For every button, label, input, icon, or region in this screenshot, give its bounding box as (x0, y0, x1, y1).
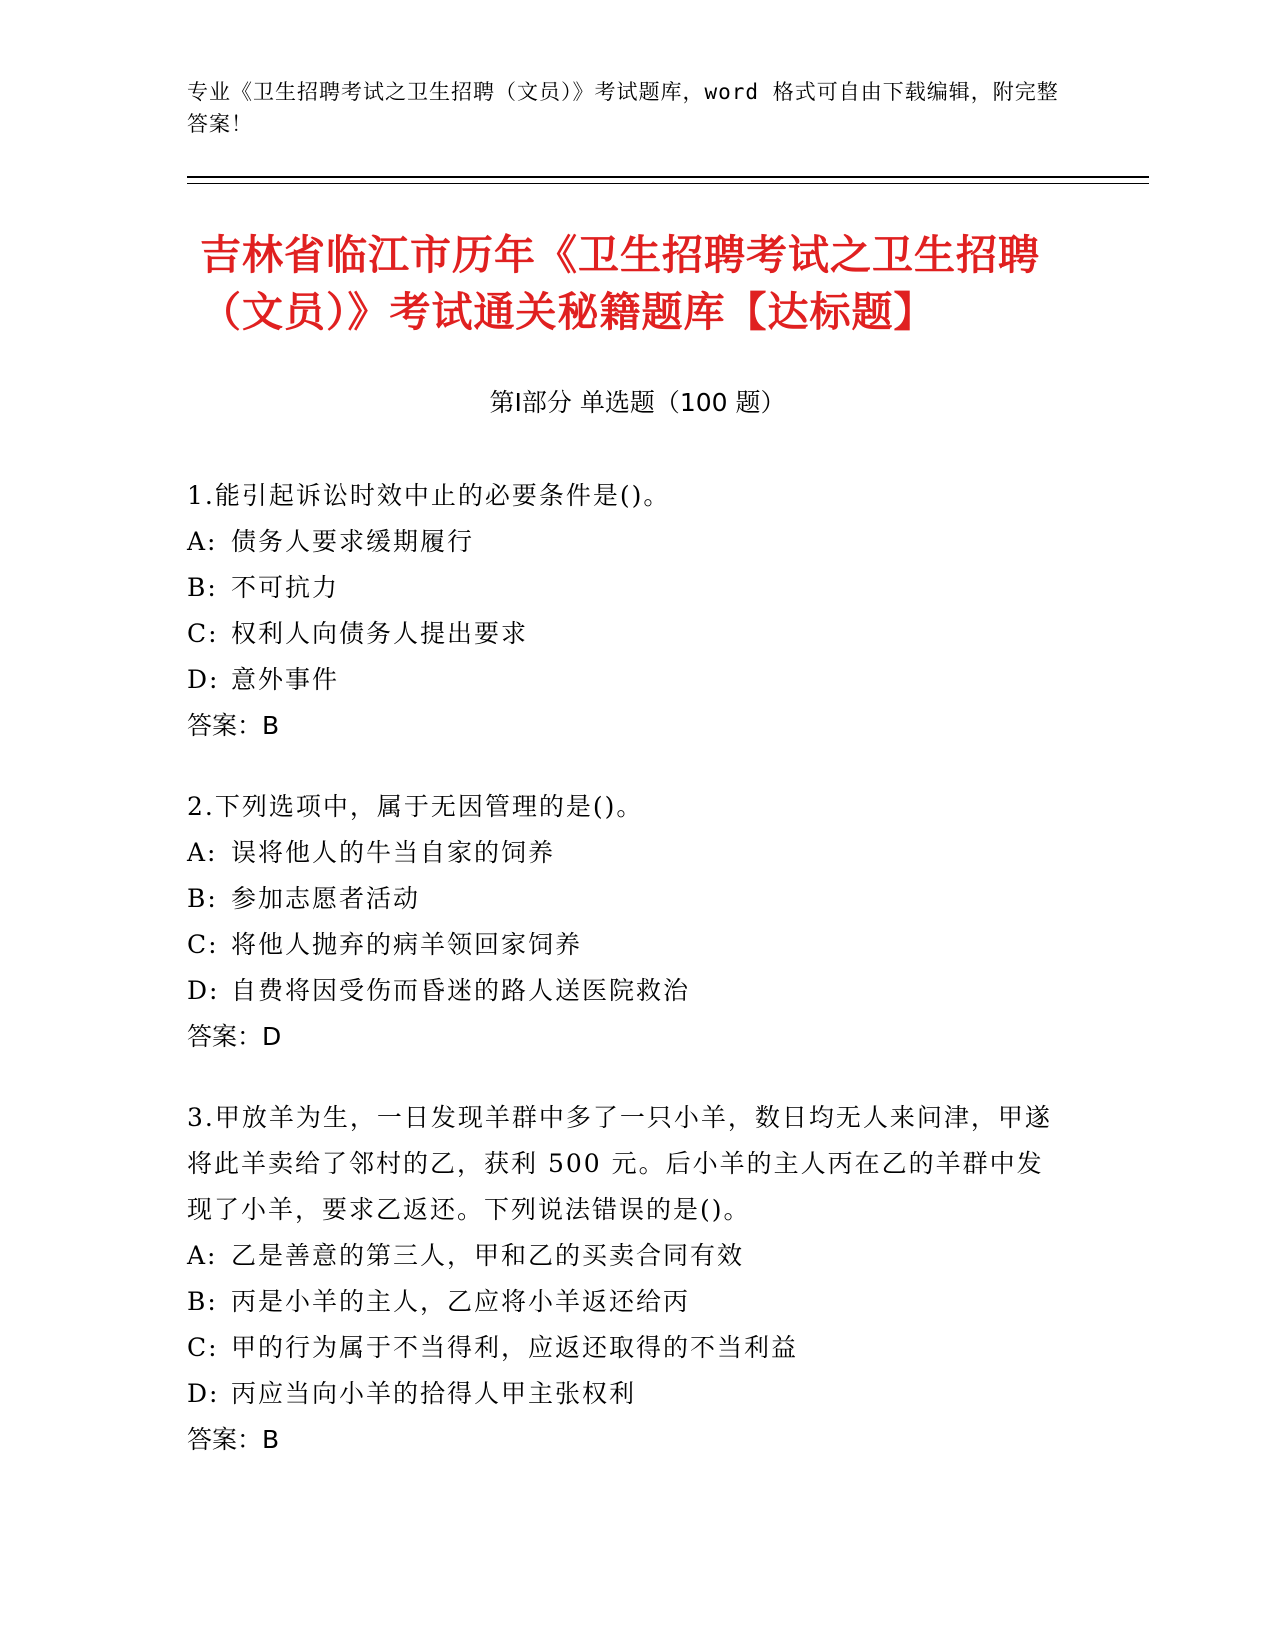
option-text: 乙是善意的第三人，甲和乙的买卖合同有效 (231, 1241, 745, 1270)
option-key: D: (187, 1379, 220, 1408)
option-text: 将他人抛弃的病羊领回家饲养 (231, 930, 583, 959)
option-text: 参加志愿者活动 (231, 884, 421, 913)
document-title: 吉林省临江市历年《卫生招聘考试之卫生招聘（文员）》考试通关秘籍题库【达标题】 (200, 231, 1040, 336)
option-key: A: (187, 527, 218, 556)
option-key: A: (187, 838, 218, 867)
answer-line: 答案：B (187, 711, 280, 740)
question-stem: 1.能引起诉讼时效中止的必要条件是()。 (187, 481, 671, 510)
section-title: 第Ⅰ部分 单选题（100 题） (489, 388, 786, 417)
option-a (187, 519, 1067, 565)
option-text: 丙应当向小羊的拾得人甲主张权利 (231, 1379, 637, 1408)
option-key: C: (187, 619, 219, 648)
option-d (187, 968, 1067, 1014)
header-note: 专业《卫生招聘考试之卫生招聘（文员）》考试题库，word 格式可自由下载编辑，附完整答案！ (187, 80, 1059, 136)
option-key: B: (187, 573, 218, 602)
option-text: 甲的行为属于不当得利，应返还取得的不当利益 (231, 1333, 799, 1362)
option-text: 自费将因受伤而昏迷的路人送医院救治 (231, 976, 691, 1005)
header-divider-thin (187, 183, 1149, 184)
option-key: B: (187, 1287, 218, 1316)
option-key: D: (187, 976, 220, 1005)
option-a (187, 830, 1067, 876)
option-key: C: (187, 930, 219, 959)
question-list (187, 473, 1067, 1498)
option-text: 丙是小羊的主人，乙应将小羊返还给丙 (231, 1287, 691, 1316)
header-divider-thick (187, 176, 1149, 178)
question-stem: 2.下列选项中，属于无因管理的是()。 (187, 792, 644, 821)
option-key: C: (187, 1333, 219, 1362)
option-text: 权利人向债务人提出要求 (231, 619, 529, 648)
option-b (187, 876, 1067, 922)
option-text: 误将他人的牛当自家的饲养 (231, 838, 556, 867)
option-text: 意外事件 (231, 665, 340, 694)
option-key: A: (187, 1241, 218, 1270)
option-b (187, 1279, 1067, 1325)
option-text: 不可抗力 (231, 573, 340, 602)
option-d (187, 1371, 1067, 1417)
answer-line: 答案：B (187, 1425, 280, 1454)
option-d (187, 657, 1067, 703)
option-a (187, 1233, 1067, 1279)
option-c (187, 1325, 1067, 1371)
question-2 (187, 784, 1067, 1060)
option-c (187, 922, 1067, 968)
question-3 (187, 1095, 1067, 1463)
question-1 (187, 473, 1067, 749)
question-stem: 3.甲放羊为生，一日发现羊群中多了一只小羊，数日均无人来问津，甲遂将此羊卖给了邻村的乙，获利 500 元。后小羊的主人丙在乙的羊群中发现了小羊，要求乙返还。下列说法错误的是()。 (187, 1103, 1052, 1224)
option-b (187, 565, 1067, 611)
option-key: B: (187, 884, 218, 913)
option-key: D: (187, 665, 220, 694)
option-c (187, 611, 1067, 657)
option-text: 债务人要求缓期履行 (231, 527, 475, 556)
answer-line: 答案：D (187, 1022, 282, 1051)
